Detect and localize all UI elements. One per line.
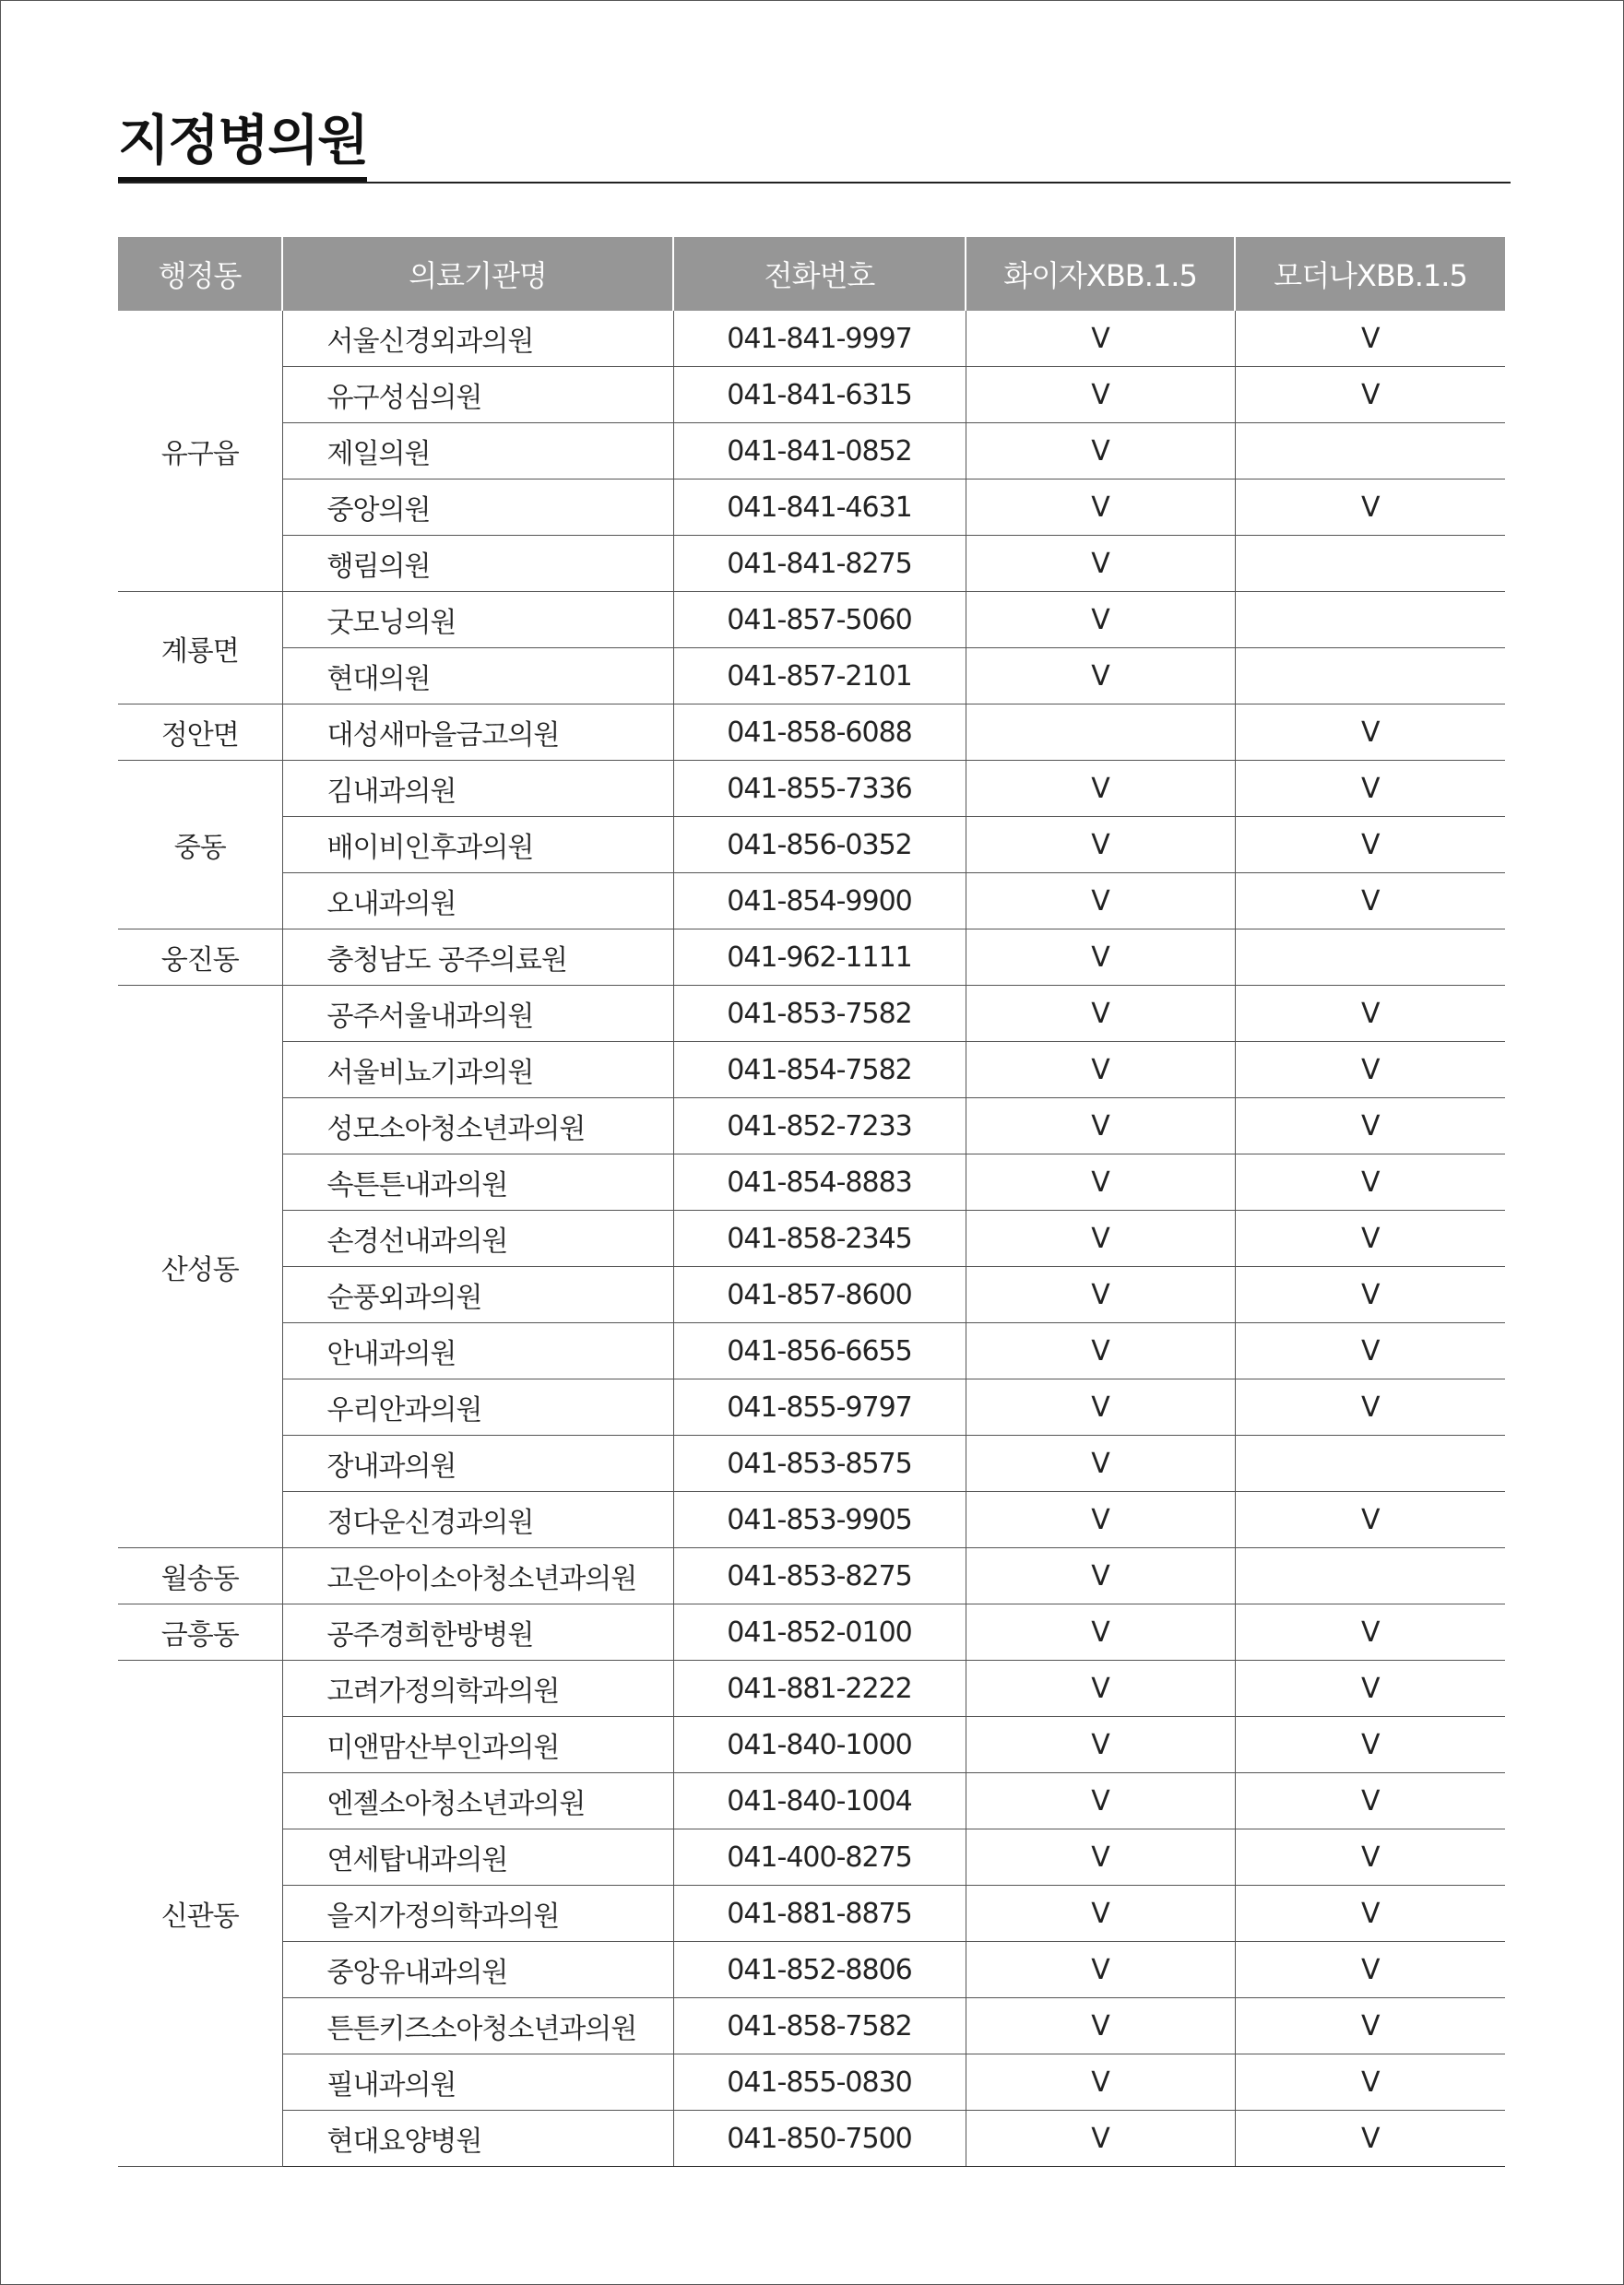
pfizer-check-cell: V (966, 873, 1235, 929)
table-row (118, 704, 1505, 761)
pfizer-check-cell (966, 704, 1235, 761)
institution-name-cell: 충청남도 공주의료원 (282, 929, 673, 986)
moderna-check-cell: V (1235, 311, 1505, 367)
phone-cell: 041-850-7500 (673, 2111, 966, 2167)
phone-cell: 041-840-1000 (673, 1717, 966, 1773)
table-row (118, 1604, 1505, 1661)
moderna-check-cell: V (1235, 1998, 1505, 2054)
pfizer-check-cell: V (966, 1323, 1235, 1379)
moderna-check-cell: V (1235, 1604, 1505, 1661)
table-row (118, 1098, 1505, 1154)
institution-name-cell: 김내과의원 (282, 761, 673, 817)
dong-cell: 산성동 (118, 986, 282, 1548)
institution-name-cell: 굿모닝의원 (282, 592, 673, 648)
phone-cell: 041-853-8575 (673, 1436, 966, 1492)
pfizer-check-cell: V (966, 2054, 1235, 2111)
page-title: 지정병의원 (118, 103, 367, 183)
moderna-check-cell: V (1235, 986, 1505, 1042)
table-row (118, 1886, 1505, 1942)
pfizer-check-cell: V (966, 1211, 1235, 1267)
phone-cell: 041-840-1004 (673, 1773, 966, 1829)
moderna-check-cell (1235, 592, 1505, 648)
institution-name-cell: 미앤맘산부인과의원 (282, 1717, 673, 1773)
phone-cell: 041-856-0352 (673, 817, 966, 873)
phone-cell: 041-841-4631 (673, 479, 966, 536)
pfizer-check-cell: V (966, 536, 1235, 592)
moderna-check-cell: V (1235, 704, 1505, 761)
header-moderna: 모더나XBB.1.5 (1235, 237, 1505, 311)
pfizer-check-cell: V (966, 1042, 1235, 1098)
header-pfizer: 화이자XBB.1.5 (966, 237, 1235, 311)
pfizer-check-cell: V (966, 1886, 1235, 1942)
moderna-check-cell: V (1235, 817, 1505, 873)
pfizer-check-cell: V (966, 1773, 1235, 1829)
dong-cell: 신관동 (118, 1661, 282, 2167)
phone-cell: 041-858-7582 (673, 1998, 966, 2054)
pfizer-check-cell: V (966, 929, 1235, 986)
moderna-check-cell (1235, 536, 1505, 592)
moderna-check-cell: V (1235, 1098, 1505, 1154)
phone-cell: 041-853-8275 (673, 1548, 966, 1604)
phone-cell: 041-855-0830 (673, 2054, 966, 2111)
dong-cell: 유구읍 (118, 311, 282, 592)
phone-cell: 041-841-0852 (673, 423, 966, 479)
moderna-check-cell: V (1235, 1717, 1505, 1773)
phone-cell: 041-881-2222 (673, 1661, 966, 1717)
header-phone: 전화번호 (673, 237, 966, 311)
institution-name-cell: 순풍외과의원 (282, 1267, 673, 1323)
header-institution-name: 의료기관명 (282, 237, 673, 311)
phone-cell: 041-857-8600 (673, 1267, 966, 1323)
dong-cell: 계룡면 (118, 592, 282, 704)
moderna-check-cell: V (1235, 1267, 1505, 1323)
table-row (118, 1436, 1505, 1492)
table-row (118, 479, 1505, 536)
phone-cell: 041-852-0100 (673, 1604, 966, 1661)
moderna-check-cell: V (1235, 1379, 1505, 1436)
phone-cell: 041-854-7582 (673, 1042, 966, 1098)
institution-name-cell: 현대요양병원 (282, 2111, 673, 2167)
institution-name-cell: 유구성심의원 (282, 367, 673, 423)
phone-cell: 041-856-6655 (673, 1323, 966, 1379)
pfizer-check-cell: V (966, 311, 1235, 367)
table-row (118, 929, 1505, 986)
institution-name-cell: 엔젤소아청소년과의원 (282, 1773, 673, 1829)
phone-cell: 041-858-6088 (673, 704, 966, 761)
table-row (118, 367, 1505, 423)
pfizer-check-cell: V (966, 1604, 1235, 1661)
phone-cell: 041-400-8275 (673, 1829, 966, 1886)
pfizer-check-cell: V (966, 1829, 1235, 1886)
institution-name-cell: 고려가정의학과의원 (282, 1661, 673, 1717)
pfizer-check-cell: V (966, 1098, 1235, 1154)
designated-hospitals-table (118, 237, 1505, 2167)
institution-name-cell: 중앙유내과의원 (282, 1942, 673, 1998)
table-row (118, 592, 1505, 648)
moderna-check-cell: V (1235, 1042, 1505, 1098)
phone-cell: 041-858-2345 (673, 1211, 966, 1267)
pfizer-check-cell: V (966, 1717, 1235, 1773)
institution-name-cell: 대성새마을금고의원 (282, 704, 673, 761)
moderna-check-cell: V (1235, 761, 1505, 817)
phone-cell: 041-852-7233 (673, 1098, 966, 1154)
moderna-check-cell: V (1235, 1661, 1505, 1717)
pfizer-check-cell: V (966, 1436, 1235, 1492)
table-row (118, 2054, 1505, 2111)
table-row (118, 1717, 1505, 1773)
table-row (118, 311, 1505, 367)
table-row (118, 1379, 1505, 1436)
table-row (118, 1154, 1505, 1211)
table-row (118, 873, 1505, 929)
institution-name-cell: 필내과의원 (282, 2054, 673, 2111)
table-row (118, 1323, 1505, 1379)
header-dong: 행정동 (118, 237, 282, 311)
pfizer-check-cell: V (966, 479, 1235, 536)
table-row (118, 1773, 1505, 1829)
phone-cell: 041-841-9997 (673, 311, 966, 367)
phone-cell: 041-841-8275 (673, 536, 966, 592)
phone-cell: 041-853-7582 (673, 986, 966, 1042)
moderna-check-cell: V (1235, 2054, 1505, 2111)
phone-cell: 041-854-9900 (673, 873, 966, 929)
phone-cell: 041-841-6315 (673, 367, 966, 423)
institution-name-cell: 속튼튼내과의원 (282, 1154, 673, 1211)
pfizer-check-cell: V (966, 2111, 1235, 2167)
table-row (118, 1042, 1505, 1098)
institution-name-cell: 우리안과의원 (282, 1379, 673, 1436)
table-row (118, 648, 1505, 704)
pfizer-check-cell: V (966, 1267, 1235, 1323)
moderna-check-cell: V (1235, 1492, 1505, 1548)
phone-cell: 041-855-9797 (673, 1379, 966, 1436)
phone-cell: 041-881-8875 (673, 1886, 966, 1942)
table-row (118, 1942, 1505, 1998)
moderna-check-cell: V (1235, 1829, 1505, 1886)
phone-cell: 041-857-5060 (673, 592, 966, 648)
moderna-check-cell: V (1235, 1773, 1505, 1829)
table-row (118, 761, 1505, 817)
pfizer-check-cell: V (966, 648, 1235, 704)
moderna-check-cell: V (1235, 1942, 1505, 1998)
phone-cell: 041-853-9905 (673, 1492, 966, 1548)
moderna-check-cell: V (1235, 367, 1505, 423)
moderna-check-cell: V (1235, 1211, 1505, 1267)
pfizer-check-cell: V (966, 1661, 1235, 1717)
table-row (118, 2111, 1505, 2167)
phone-cell: 041-854-8883 (673, 1154, 966, 1211)
institution-name-cell: 중앙의원 (282, 479, 673, 536)
phone-cell: 041-962-1111 (673, 929, 966, 986)
institution-name-cell: 공주서울내과의원 (282, 986, 673, 1042)
pfizer-check-cell: V (966, 1379, 1235, 1436)
moderna-check-cell (1235, 929, 1505, 986)
institution-name-cell: 행림의원 (282, 536, 673, 592)
pfizer-check-cell: V (966, 817, 1235, 873)
dong-cell: 중동 (118, 761, 282, 929)
institution-name-cell: 공주경희한방병원 (282, 1604, 673, 1661)
moderna-check-cell (1235, 1548, 1505, 1604)
phone-cell: 041-852-8806 (673, 1942, 966, 1998)
dong-cell: 정안면 (118, 704, 282, 761)
institution-name-cell: 제일의원 (282, 423, 673, 479)
institution-name-cell: 고은아이소아청소년과의원 (282, 1548, 673, 1604)
pfizer-check-cell: V (966, 761, 1235, 817)
pfizer-check-cell: V (966, 1548, 1235, 1604)
moderna-check-cell (1235, 1436, 1505, 1492)
moderna-check-cell (1235, 648, 1505, 704)
table-row (118, 1267, 1505, 1323)
table-row (118, 817, 1505, 873)
table-body (118, 311, 1505, 2167)
pfizer-check-cell: V (966, 1492, 1235, 1548)
moderna-check-cell (1235, 423, 1505, 479)
moderna-check-cell: V (1235, 1886, 1505, 1942)
institution-name-cell: 성모소아청소년과의원 (282, 1098, 673, 1154)
institution-name-cell: 안내과의원 (282, 1323, 673, 1379)
dong-cell: 월송동 (118, 1548, 282, 1604)
institution-name-cell: 서울비뇨기과의원 (282, 1042, 673, 1098)
table-row (118, 1492, 1505, 1548)
table-row (118, 423, 1505, 479)
dong-cell: 금흥동 (118, 1604, 282, 1661)
pfizer-check-cell: V (966, 423, 1235, 479)
moderna-check-cell: V (1235, 873, 1505, 929)
institution-name-cell: 현대의원 (282, 648, 673, 704)
title-divider (118, 182, 1511, 184)
institution-name-cell: 을지가정의학과의원 (282, 1886, 673, 1942)
dong-cell: 웅진동 (118, 929, 282, 986)
institution-name-cell: 연세탑내과의원 (282, 1829, 673, 1886)
phone-cell: 041-857-2101 (673, 648, 966, 704)
table-row (118, 1998, 1505, 2054)
table-header-row (118, 237, 1505, 311)
table-row (118, 1548, 1505, 1604)
institution-name-cell: 손경선내과의원 (282, 1211, 673, 1267)
table-row (118, 1829, 1505, 1886)
pfizer-check-cell: V (966, 1998, 1235, 2054)
table-row (118, 1661, 1505, 1717)
pfizer-check-cell: V (966, 986, 1235, 1042)
pfizer-check-cell: V (966, 592, 1235, 648)
institution-name-cell: 튼튼키즈소아청소년과의원 (282, 1998, 673, 2054)
institution-name-cell: 정다운신경과의원 (282, 1492, 673, 1548)
table-row (118, 1211, 1505, 1267)
table-row (118, 986, 1505, 1042)
moderna-check-cell: V (1235, 2111, 1505, 2167)
moderna-check-cell: V (1235, 1323, 1505, 1379)
pfizer-check-cell: V (966, 1154, 1235, 1211)
pfizer-check-cell: V (966, 367, 1235, 423)
phone-cell: 041-855-7336 (673, 761, 966, 817)
pfizer-check-cell: V (966, 1942, 1235, 1998)
table-row (118, 536, 1505, 592)
institution-name-cell: 오내과의원 (282, 873, 673, 929)
moderna-check-cell: V (1235, 479, 1505, 536)
moderna-check-cell: V (1235, 1154, 1505, 1211)
institution-name-cell: 장내과의원 (282, 1436, 673, 1492)
institution-name-cell: 배이비인후과의원 (282, 817, 673, 873)
institution-name-cell: 서울신경외과의원 (282, 311, 673, 367)
